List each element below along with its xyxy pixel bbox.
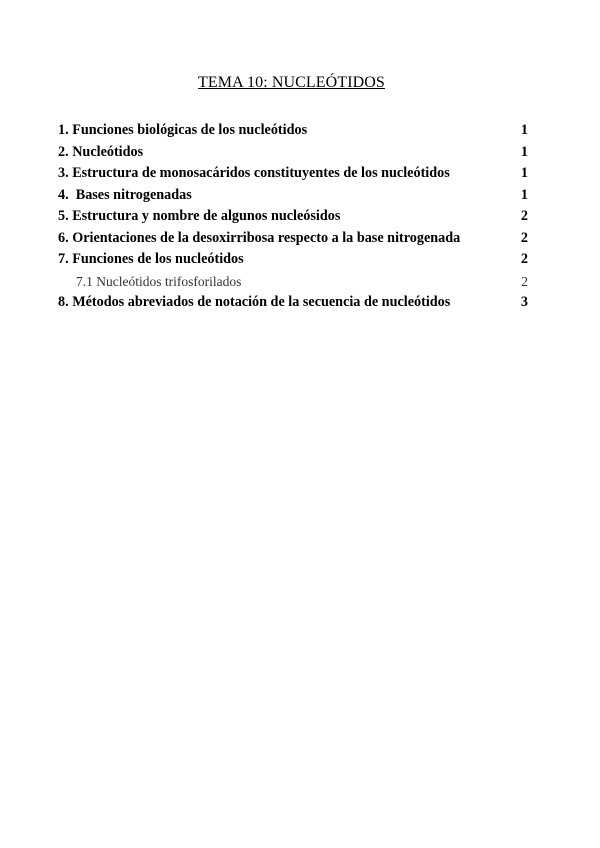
document-title: TEMA 10: NUCLEÓTIDOS [198,74,385,91]
toc-entry-text: 6. Orientaciones de la desoxirribosa respecto a la base nitrogenada [58,229,461,246]
toc-subentry-text: 7.1 Nucleótidos trifosforilados [76,273,242,289]
toc-entry-text: 1. Funciones biológicas de los nucleótidos [58,122,308,138]
toc-entry-page: 2 [520,251,528,267]
toc-entry-text: 3. Estructura de monosacáridos constituyentes de los nucleótidos [58,165,450,181]
toc-entry-text: 8. Métodos abreviados de notación de la secuencia de nucleótidos [58,293,451,310]
toc-entry-page: 2 [520,208,528,224]
toc-subentry [58,271,528,292]
toc-entry-page: 3 [520,293,528,310]
toc-entry-page: 1 [520,122,528,138]
toc-entry [58,206,528,228]
toc-entry-text: 4. Bases nitrogenadas [58,186,192,203]
toc-entry [58,163,528,185]
toc-entry [58,292,528,314]
toc-entry-text: 7. Funciones de los nucleótidos [58,251,244,267]
toc-entry [58,228,528,250]
toc-entry [58,185,528,207]
toc-entry-page: 1 [520,165,528,181]
toc-entry-text: 5. Estructura y nombre de algunos nucleósidos [58,208,341,224]
toc-entry [58,142,528,164]
toc-subentry-page: 2 [521,273,528,289]
toc-entry-page: 2 [520,229,528,246]
toc-entry-text: 2. Nucleótidos [58,143,144,160]
toc-entry-page: 1 [520,143,528,160]
toc-entry [58,249,528,271]
toc-entry-page: 1 [520,186,528,203]
table-of-contents [58,120,528,313]
toc-entry [58,120,528,142]
